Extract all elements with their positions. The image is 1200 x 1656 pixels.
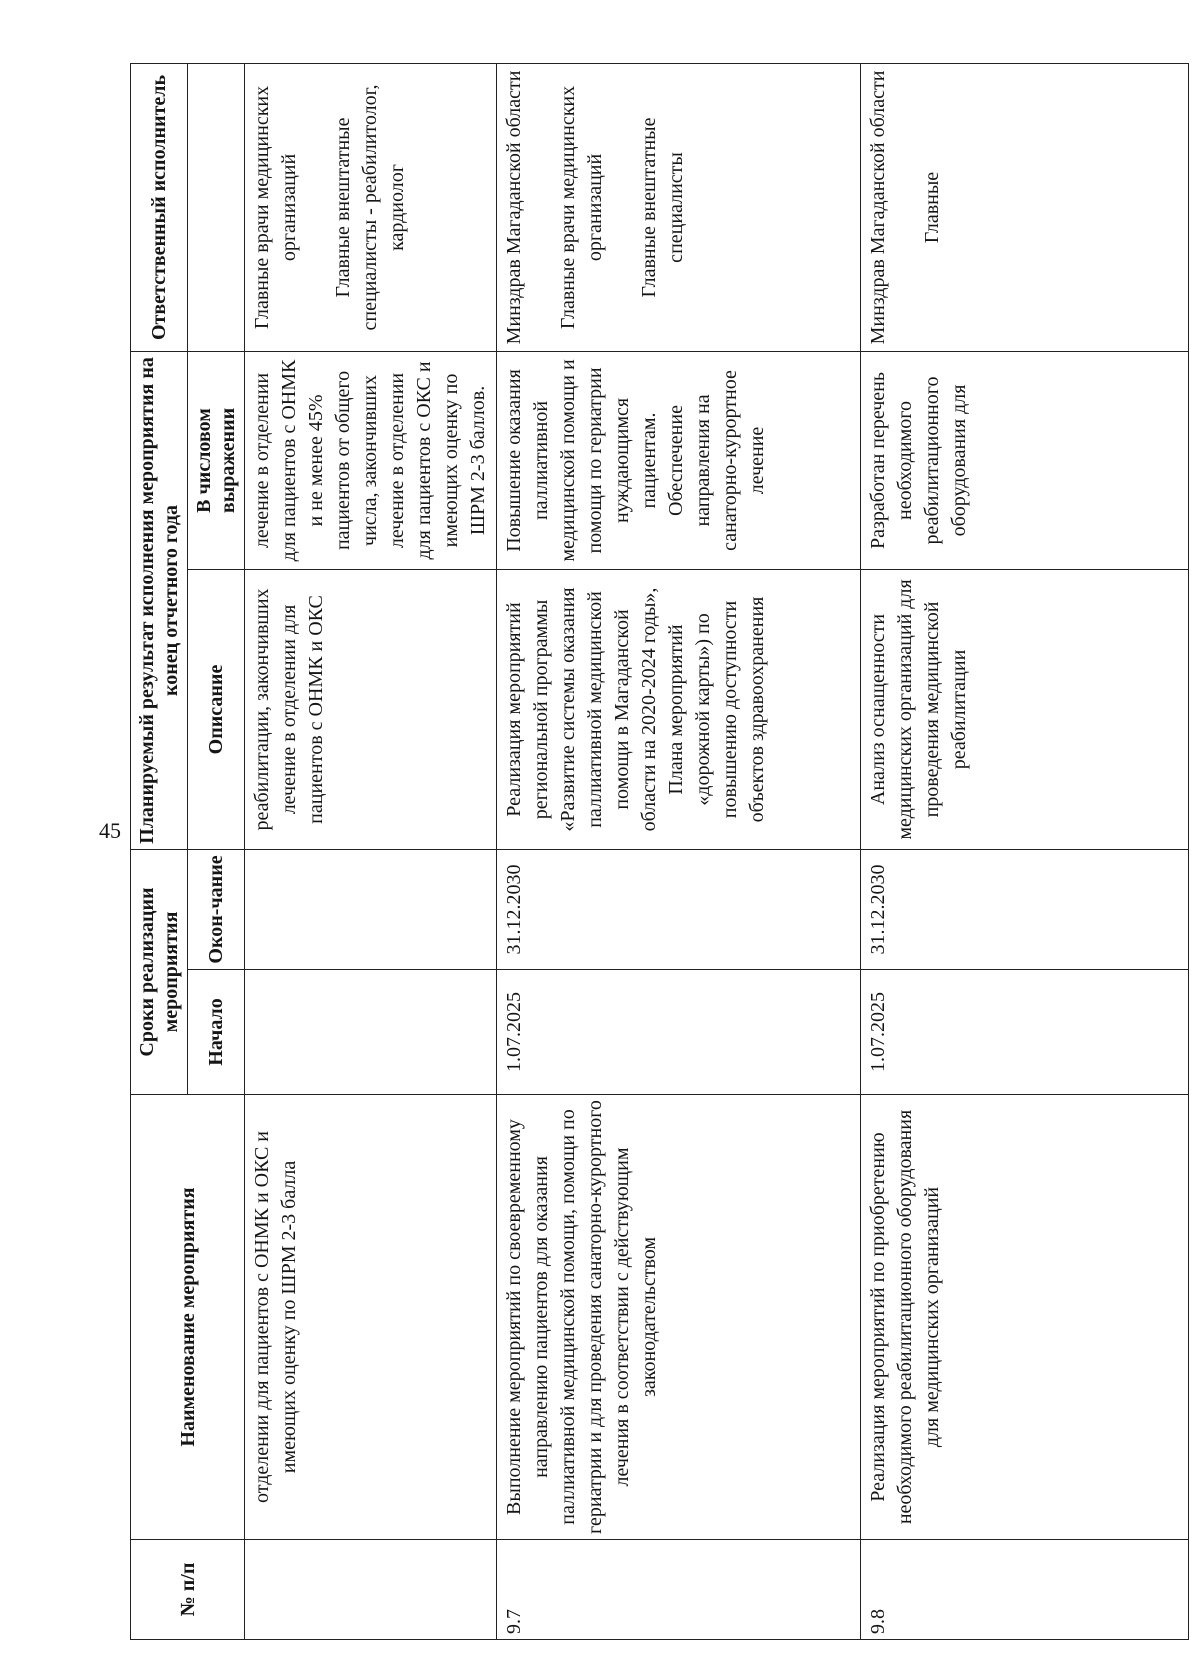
- cell-responsible: [861, 63, 1189, 351]
- spacer: [892, 69, 919, 346]
- cell-responsible: [497, 63, 861, 351]
- table-row: [861, 63, 1189, 1639]
- header-num: № п/п: [131, 1540, 245, 1640]
- cell-numeric: Повышение оказания паллиативной медицинской помощи и помощи по гериатрии нуждающимся пациентам. Обеспечение направления на санаторно-курортное лечение: [497, 351, 861, 569]
- cell-start: [245, 970, 497, 1095]
- spacer: [528, 69, 555, 346]
- cell-end: 31.12.2030: [861, 849, 1189, 969]
- header-dates: Сроки реализации мероприятия: [131, 849, 188, 1094]
- cell-description: Реализация мероприятий региональной программы «Развитие системы оказания паллиативной медицинской помощи в Магаданской области на 2020-2024 годы», Плана мероприятий «дорожной карты») по повышению доступности объектов здравоохранения: [497, 569, 861, 849]
- table-row: [497, 63, 861, 1639]
- cell-name: отделении для пациентов с ОНМК и ОКС и имеющих оценку по ШРМ 2-3 балла: [245, 1095, 497, 1540]
- header-responsible-sub: [188, 63, 245, 351]
- table-row: [245, 63, 497, 1639]
- header-start: Начало: [188, 970, 245, 1095]
- cell-description: Анализ оснащенности медицинских организаций для проведения медицинской реабилитации: [861, 569, 1189, 849]
- header-result: Планируемый результат исполнения мероприятия на конец отчетного года: [131, 351, 188, 849]
- responsible-line: Минздрав Магаданской области: [867, 70, 889, 345]
- page-number: 45: [99, 818, 121, 843]
- cell-numeric: лечение в отделении для пациентов с ОНМК и не менее 45% пациентов от общего числа, закончивших лечение в отделении для пациентов с ОКС и имеющих оценку по ШРМ 2-3 баллов.: [245, 351, 497, 569]
- cell-start: 1.07.2025: [497, 970, 861, 1095]
- cell-start: 1.07.2025: [861, 970, 1189, 1095]
- rotated-table-page: [130, 64, 1188, 1640]
- responsible-line: Главные врачи медицинских организаций: [251, 85, 300, 330]
- responsible-line: Главные внештатные специалисты: [638, 117, 687, 298]
- header-description: Описание: [188, 569, 245, 849]
- cell-responsible: [245, 63, 497, 351]
- cell-end: [245, 849, 497, 969]
- responsible-line: Главные внештатные специалисты - реабилитолог, кардиолог: [332, 84, 408, 331]
- header-name: Наименование мероприятия: [131, 1095, 245, 1540]
- cell-num: 9.8: [861, 1540, 1189, 1640]
- cell-name: Реализация мероприятий по приобретению необходимого реабилитационного оборудования для медицинских организаций: [861, 1095, 1189, 1540]
- measures-table: [130, 63, 1189, 1640]
- cell-num: [245, 1540, 497, 1640]
- cell-description: реабилитации, закончивших лечение в отделении для пациентов с ОНМК и ОКС: [245, 569, 497, 849]
- responsible-line: Главные врачи медицинских организаций: [557, 85, 606, 330]
- cell-numeric: Разработан перечень необходимого реабилитационного оборудования для: [861, 351, 1189, 569]
- header-responsible: Ответственный исполнитель: [131, 63, 188, 351]
- cell-name: Выполнение мероприятий по своевременному направлению пациентов для оказания паллиативной медицинской помощи, помощи по гериатрии и для проведения санаторно-курортного лечения в соответствии с действующим законодательством: [497, 1095, 861, 1540]
- responsible-line: Минздрав Магаданской области: [503, 70, 525, 345]
- header-end: Окон-чание: [188, 849, 245, 969]
- spacer: [303, 69, 330, 346]
- header-row: [131, 63, 188, 1639]
- responsible-line: Главные: [921, 171, 943, 244]
- header-numeric: В числовом выражении: [188, 351, 245, 569]
- spacer: [609, 69, 636, 346]
- cell-num: 9.7: [497, 1540, 861, 1640]
- cell-end: 31.12.2030: [497, 849, 861, 969]
